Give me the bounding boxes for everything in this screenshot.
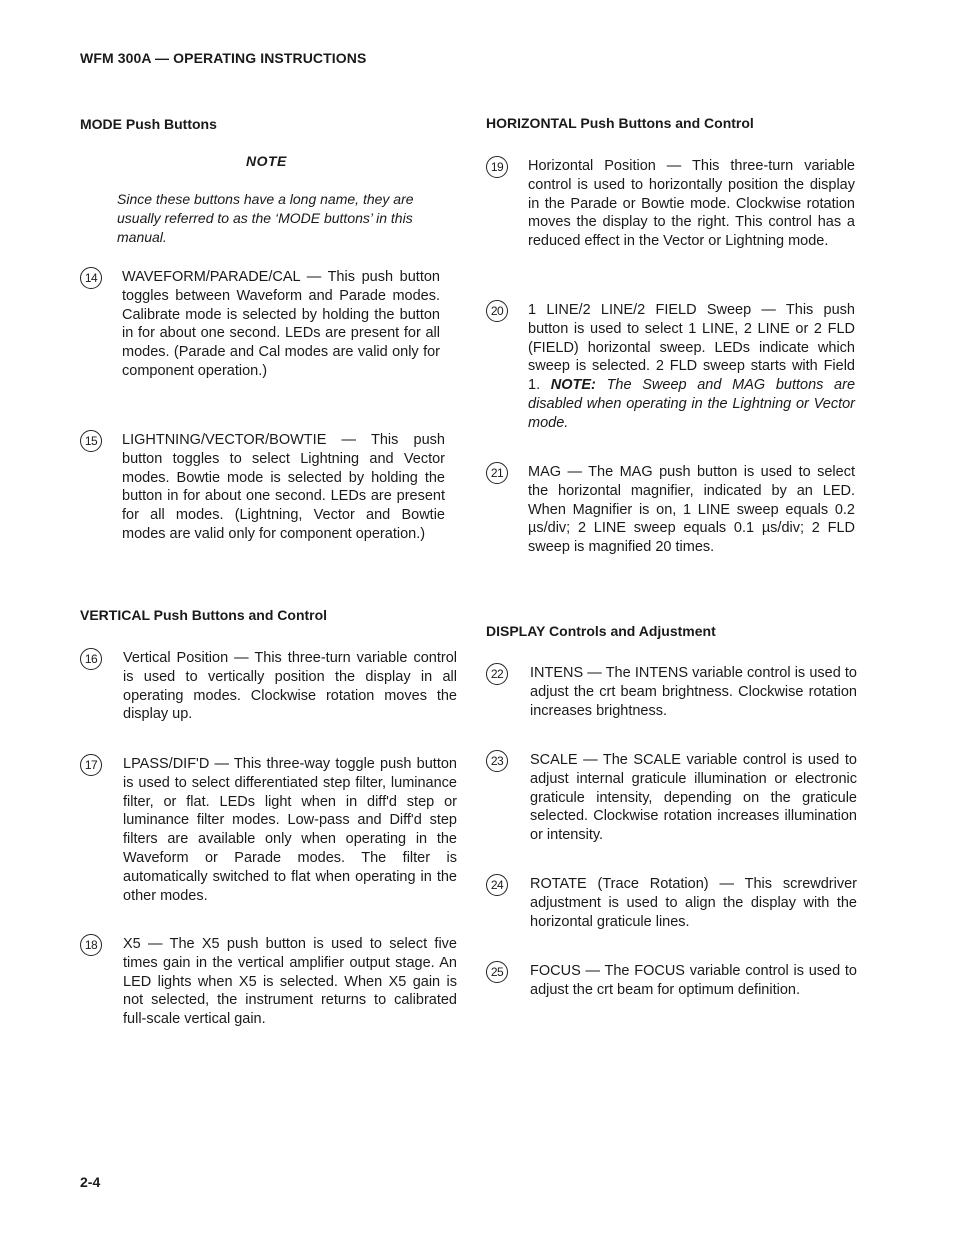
item-text: WAVEFORM/PARADE/CAL — This push button toggles between Waveform and Parade modes. Calibrate mode is selected by holding the button in for about one second. LEDs are present for all modes. (Parade and Cal modes are valid only for component operation.) xyxy=(122,269,440,379)
item-text: X5 — The X5 push button is used to select five times gain in the vertical amplifier output stage. An LED lights when X5 is selected. When X5 gain is not selected, the instrument returns to calibrated full-scale vertical gain. xyxy=(123,936,457,1028)
item-number: 23 xyxy=(486,750,508,772)
item-text: ROTATE (Trace Rotation) — This screwdriver adjustment is used to align the display with the horizontal graticule lines. xyxy=(530,876,857,930)
item-number: 20 xyxy=(486,300,508,322)
item-text-main: 1 LINE/2 LINE/2 FIELD Sweep — This push button is used to select 1 LINE, 2 LINE or 2 FLD (FIELD) horizontal sweep. LEDs indicate which sweep is selected. 2 FLD sweep starts with Field 1. xyxy=(528,302,855,394)
item-number: 16 xyxy=(80,648,102,670)
item-text: LIGHTNING/VECTOR/BOWTIE — This push button toggles to select Lightning and Vector modes. Bowtie mode is selected by holding the button in for about one second. LEDs are present for all modes. (Lightning, Vector and Bowtie modes are valid only for component operation.) xyxy=(122,432,445,542)
item-number: 25 xyxy=(486,961,508,983)
item-number: 14 xyxy=(80,267,102,289)
item-number: 18 xyxy=(80,934,102,956)
item-number: 17 xyxy=(80,754,102,776)
display-heading: DISPLAY Controls and Adjustment xyxy=(486,623,716,639)
item-text: Horizontal Position — This three-turn variable control is used to horizontally position the display in the Parade or Bowtie mode. Clockwise rotation moves the display to the right. This control has a reduced effect in the Vector or Lightning mode. xyxy=(528,158,855,250)
horizontal-heading: HORIZONTAL Push Buttons and Control xyxy=(486,115,754,131)
item-text xyxy=(528,301,855,433)
note-inline-text: The Sweep and MAG buttons are disabled when operating in the Lightning or Vector mode. xyxy=(528,377,856,431)
mode-heading: MODE Push Buttons xyxy=(80,116,217,132)
item-text: INTENS — The INTENS variable control is used to adjust the crt beam brightness. Clockwise rotation increases brightness. xyxy=(530,665,857,719)
item-number: 24 xyxy=(486,874,508,896)
item-text: MAG — The MAG push button is used to select the horizontal magnifier, indicated by an LED. When Magnifier is on, 1 LINE sweep equals 0.2 µs/div; 2 LINE sweep equals 0.1 µs/div; 2 FLD sweep is magnified 20 times. xyxy=(528,464,855,556)
item-number: 21 xyxy=(486,462,508,484)
note-label: NOTE: xyxy=(550,377,596,394)
item-text: SCALE — The SCALE variable control is used to adjust internal graticule illumination or electronic graticule intensity, depending on the graticule selected. Clockwise rotation increases illumination or intensity. xyxy=(530,752,857,844)
page-number: 2-4 xyxy=(80,1174,101,1190)
item-number: 15 xyxy=(80,430,102,452)
note-title: NOTE xyxy=(246,153,287,169)
item-number: 22 xyxy=(486,663,508,685)
item-text: LPASS/DIF'D — This three-way toggle push button is used to select differentiated step filter, luminance filter, or flat. LEDs light when in diff'd step or luminance filter modes. Low-pass and Diff'd step filters are available only when operating in the Waveform or Parade modes. The filter is automatically switched to flat when operating in the other modes. xyxy=(123,756,457,904)
item-text: FOCUS — The FOCUS variable control is used to adjust the crt beam for optimum definition. xyxy=(530,963,857,998)
vertical-heading: VERTICAL Push Buttons and Control xyxy=(80,607,328,623)
note-text: Since these buttons have a long name, they are usually referred to as the ‘MODE buttons’ in this manual. xyxy=(117,191,414,245)
item-text: Vertical Position — This three-turn variable control is used to vertically position the display in all operating modes. Clockwise rotation moves the display up. xyxy=(123,650,457,723)
item-number: 19 xyxy=(486,156,508,178)
page-header: WFM 300A — OPERATING INSTRUCTIONS xyxy=(80,50,367,66)
